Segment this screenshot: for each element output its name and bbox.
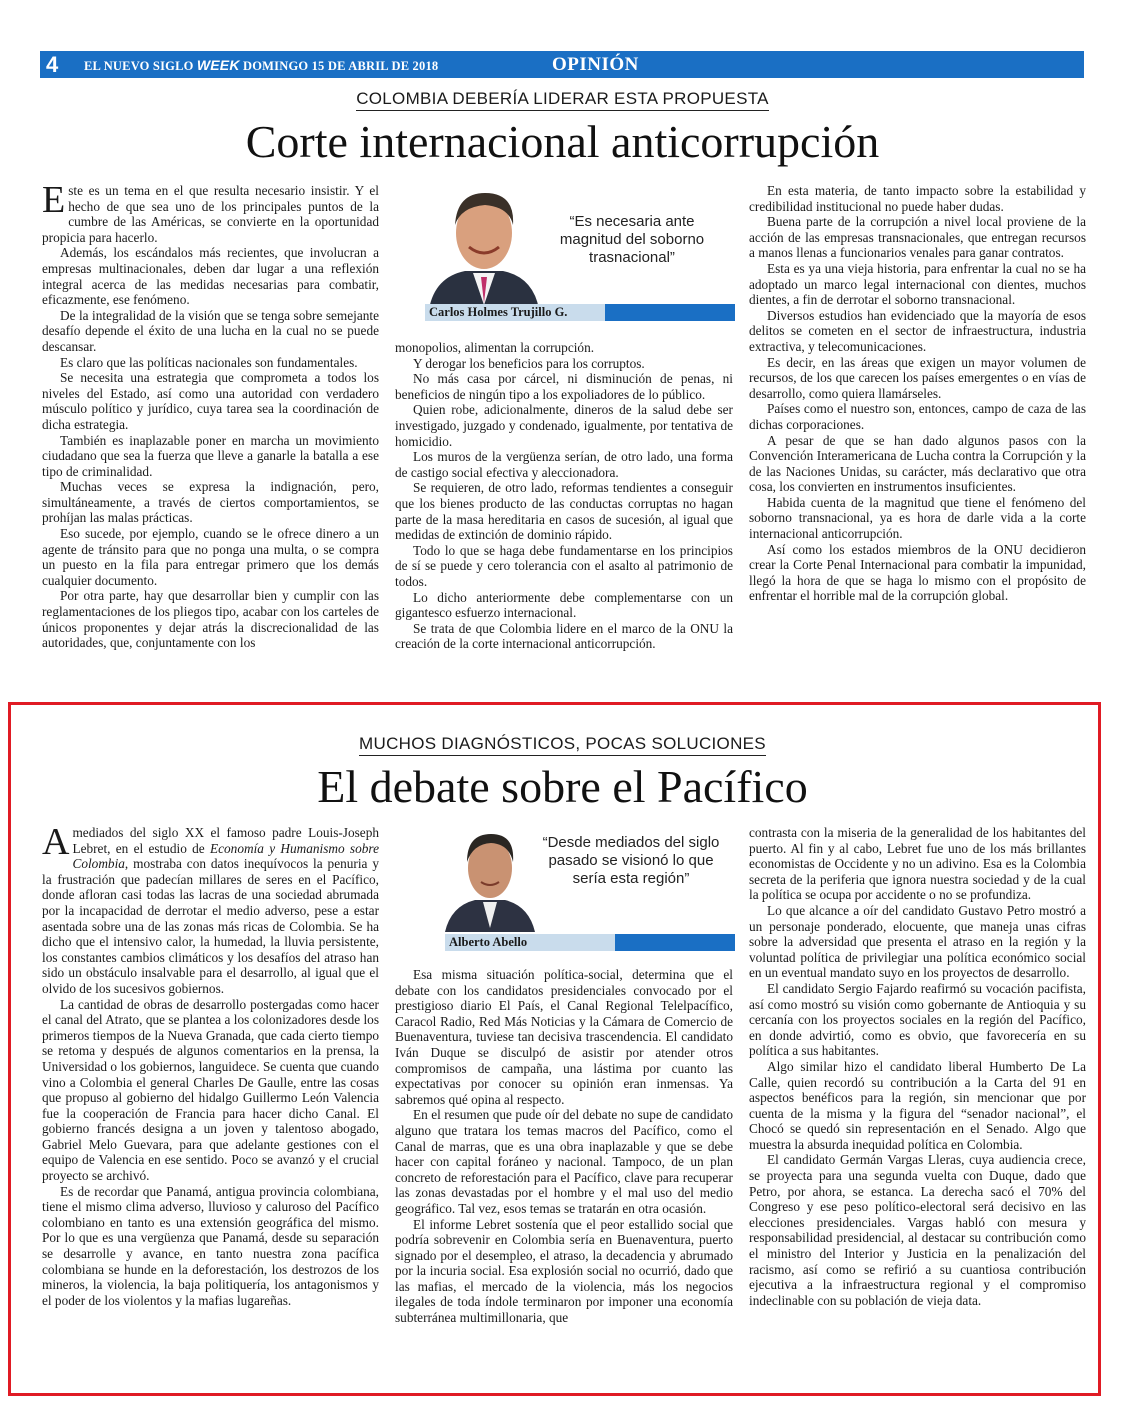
author-name-bar <box>425 304 605 321</box>
page-number: 4 <box>46 52 59 77</box>
article2-kicker: MUCHOS DIAGNÓSTICOS, POCAS SOLUCIONES <box>0 734 1125 754</box>
pull-quote: “Desde mediados del siglo pasado se visionó lo que sería esta región” <box>542 834 720 887</box>
author-photo <box>445 828 535 932</box>
article1-kicker: COLOMBIA DEBERÍA LIDERAR ESTA PROPUESTA <box>0 89 1125 109</box>
article2-column-3: contrasta con la miseria de la generalidad de los habitantes del puerto. Al fin y al cabo, Lebret fue uno de los más brillantes economistas de Occidente y no un adivino. Esa es la Colombia secreta de la periferia que ignora nuestra sociedad y de la cual la política se ocupa por accidente o no se profundiza. Lo que alcance a oír del candidato Gustavo Petro mostró a un personaje ponderado, elocuente, que maneja unas cifras sobre la adversidad que presenta el atraso en la región y la voluntad política de privilegiar una política económico social en un eventual mandato suyo en los proyectos de desarrollo. El candidato Sergio Fajardo reafirmó su vocación pacifista, así como mostró su visión como gobernante de Antioquia y su cercanía con los proyectos sociales en la región del Pacífico, en donde advirtió, como es obvio, que favorecería en su política a sus habitantes. Algo similar hizo el candidato liberal Humberto De La Calle, quien recordó su contribución a la Carta del 91 en aspectos benéficos para la región, sin mencionar que por cuenta de la misma y la figura del “senador nacional”, el Chocó se quedó sin representación en el Senado. Algo que muestra la absurda inequidad política en Colombia. El candidato Germán Vargas Lleras, cuya audiencia crece, se proyecta para una segunda vuelta con Duque, dado que Petro, por ahora, se estanca. La derecha sacó el 70% del Congreso y ese peso político-electoral será decisivo en las elecciones presidenciales. Vargas habló con mesura y responsabilidad presidencial, al destacar su contribución como el ministro del Interior y Justicia en la penalización del racismo, así como se refirió a su cuantiosa contribución ejecutiva a la infraestructura regional y el compromiso indeclinable con su población de vieja data. <box>749 825 1086 1308</box>
article1-column-3: En esta materia, de tanto impacto sobre la estabilidad y credibilidad institucional no puede haber dudas. Buena parte de la corrupción a nivel local proviene de la acción de las empresas transnacionales, que entregan recursos a manos llenas a funcionarios venales para ganar contratos. Esta es ya una vieja historia, para enfrentar la cual no se ha adoptado un marco legal internacional con dientes, muchos dientes, a fin de derrotar el soborno transnacional. Diversos estudios han evidenciado que la mayoría de esos delitos se cometen en el sector de infraestructura, industria extractiva, y telecomunicaciones. Es decir, en las áreas que exigen un mayor volumen de recursos, de los que carecen los países emergentes o en vías de desarrollo, como quiera llamárseles. Países como el nuestro son, entonces, campo de caza de las dichas corporaciones. A pesar de que se han dado algunos pasos con la Convención Interamericana de Lucha contra la Corrupción y la de las Naciones Unidas, su carácter, más declarativo que otra cosa, los convierten en instrumentos insuficientes. Habida cuenta de la magnitud que tiene el fenómeno del soborno transnacional, ya es hora de darle vida a la corte internacional anticorrupción. Así como los estados miembros de la ONU decidieron crear la Corte Penal Internacional para combatir la impunidad, llegó la hora de que se haga lo mismo con el propósito de enfrentar el horrible mal de la corrupción global. <box>749 183 1086 604</box>
article1-column-2: monopolios, alimentan la corrupción. Y derogar los beneficios para los corruptos. No más casa por cárcel, ni disminución de penas, ni beneficios de ningún tipo a los expoliadores de lo público. Quien robe, adicionalmente, dineros de la salud debe ser investigado, juzgado y condenado, igualmente, por tentativa de homicidio. Los muros de la vergüenza serían, de otro lado, una forma de castigo social efectiva y aleccionadora. Se requieren, de otro lado, reformas tendientes a conseguir que los bienes producto de las conductas corruptas no hagan parte de la masa hereditaria en casos de sucesión, al igual que medidas de extinción de dominio rápido. Todo lo que se haga debe fundamentarse en los principios de sí se puede y cero tolerancia con el asalto al patrimonio de todos. Lo dicho anteriormente debe complementarse con un gigantesco esfuerzo internacional. Se trata de que Colombia lidere en el marco de la ONU la creación de la corte internacional anticorrupción. <box>395 340 733 652</box>
pull-quote: “Es necesaria ante magnitud del soborno trasnacional” <box>559 213 705 266</box>
page-header-bar <box>40 51 1084 78</box>
article2-headline: El debate sobre el Pacífico <box>317 761 808 812</box>
author-accent-bar <box>615 934 735 951</box>
article2-column-1: A mediados del siglo XX el famoso padre Louis-Joseph Lebret, en el estudio de Economía y Humanismo sobre Colombia, mostraba con datos inequívocos la penuria y la frustración que padecían millares de seres en el Pacífico, donde afloran casi todas las lacras de una sociedad abrumada por la incapacidad de derrotar el medio adverso, pese a estar asentada sobre una de las zonas más ricas de Colombia. Se ha dicho que el intensivo calor, la humedad, la lluvia persistente, los constantes cambios climáticos y los desafíos del atraso han sido un obstáculo insalvable para el desarrollo, al igual que el olvido de los sucesivos gobiernos. La cantidad de obras de desarrollo postergadas como hacer el canal del Atrato, que se plantea a los colonizadores desde los primeros tiempos de la Nueva Granada, que cada cierto tiempo se retoma y después de algunos comentarios en la prensa, la Universidad o los gobiernos, languidece. Se cuenta que cuando vino a Colombia el general Charles De Gaulle, entre las cosas que propuso al gobierno del hidalgo Guillermo León Valencia fue la cooperación de Francia para hacer dicho Canal. El gobierno francés designa a un joven y talentoso abogado, Gabriel Melo Guevara, para que adelante gestiones con el equipo de Valencia en ese sentido. Poco se avanzó y el crucial proyecto se archivó. Es de recordar que Panamá, antigua provincia colombiana, tiene el mismo clima adverso, lluvioso y caluroso del Pacífico colombiano en tanto es una extensión geográfica del mismo. Por lo que es una vergüenza que Panamá, desde su separación se desarrolle y avance, en tanto nuestra zona pacífica colombiana se hunde en la deforestación, los destrozos de los mineros, la violencia, la baja politiquería, los antagonismos y el poder de los violentos y la mafias lugareñas. <box>42 821 379 1308</box>
author-name: Carlos Holmes Trujillo G. <box>429 305 568 319</box>
issue-date: DOMINGO 15 DE ABRIL DE 2018 <box>243 59 439 73</box>
newspaper-name: EL NUEVO SIGLO WEEK DOMINGO 15 DE ABRIL DE 2018 <box>84 57 439 73</box>
author-box-1 <box>425 185 735 323</box>
author-name: Alberto Abello <box>449 935 528 949</box>
author-photo <box>425 185 543 309</box>
dropcap: E <box>42 179 66 221</box>
dropcap: A <box>42 821 70 863</box>
author-name-bar <box>445 934 615 951</box>
article1-column-1: Este es un tema en el que resulta necesario insistir. Y el hecho de que sea uno de los principales puntos de la cumbre de las Américas, se convierte en la oportunidad propicia para hacerlo. Además, los escándalos más recientes, que involucran a empresas multinacionales, deben dar lugar a una reflexión integral acerca de las medidas necesarias para combatir, eficazmente, ese fenómeno. De la integralidad de la visión que se tenga sobre semejante desafío depende el éxito de una lucha en la cual no se puede descansar. Es claro que las políticas nacionales son fundamentales. Se necesita una estrategia que comprometa a todos los niveles del Estado, así como una autoridad con verdadero músculo político y jurídico, cuya tarea sea la coordinación de dicha estrategia. También es inaplazable poner en marcha un movimiento ciudadano que sea la fuerza que lleve a ganarle la batalla a ese tipo de criminalidad. Muchas veces se expresa la indignación, pero, simultáneamente, a través de ciertos comportamientos, se prohíjan las malas prácticas. Eso sucede, por ejemplo, cuando se le ofrece dinero a un agente de tránsito para que no ponga una multa, o se compra un puesto en la fila para entregar primero que los demás cualquier documento. Por otra parte, hay que desarrollar bien y cumplir con las reglamentaciones de los pliegos tipo, acabar con los carteles de únicos proponentes y dejar atrás la discrecionalidad de las autoridades, que, conjuntamente con los <box>42 179 379 651</box>
article1-headline: Corte internacional anticorrupción <box>245 116 880 167</box>
article2-column-2: Esa misma situación política-social, determina que el debate con los candidatos presidenciales convocado por el prestigioso diario El País, el Canal Regional Telelpacífico, Caracol Radio, Red Más Noticias y la Cámara de Comercio de Buenaventura, tuviese tan decisiva trascendencia. El candidato Iván Duque se disculpó de asistir por atender otros compromisos de campaña, una lástima por cuanto las expectativas por conocer su opinión eran inmensas. Ya sabremos qué opina al respecto. En el resumen que pude oír del debate no supe de candidato alguno que tratara los temas macros del Pacífico, como el Canal de marras, que es una obra inaplazable y que se debe hacer con capital foráneo y nacional. Tampoco, de un plan concreto de reforestación para el Pacífico, clave para recuperar las zonas devastadas por el hombre y el mal uso del medio geográfico. Tal vez, esos temas se tratarán en otra ocasión. El informe Lebret sostenía que el peor estallido social que podría sobrevenir en Colombia sería en Buenaventura, puerto signado por el desempleo, el atraso, la decadencia y abrumado por la incuria social. Esa explosión social no ocurrió, dado que las mafias, el mercado de la violencia, más los negocios ilegales de toda índole terminaron por imponer una economía subterránea multimillonaria, que <box>395 967 733 1326</box>
author-accent-bar <box>605 304 735 321</box>
author-box-2 <box>445 828 735 953</box>
section-title: OPINIÓN <box>552 54 639 75</box>
